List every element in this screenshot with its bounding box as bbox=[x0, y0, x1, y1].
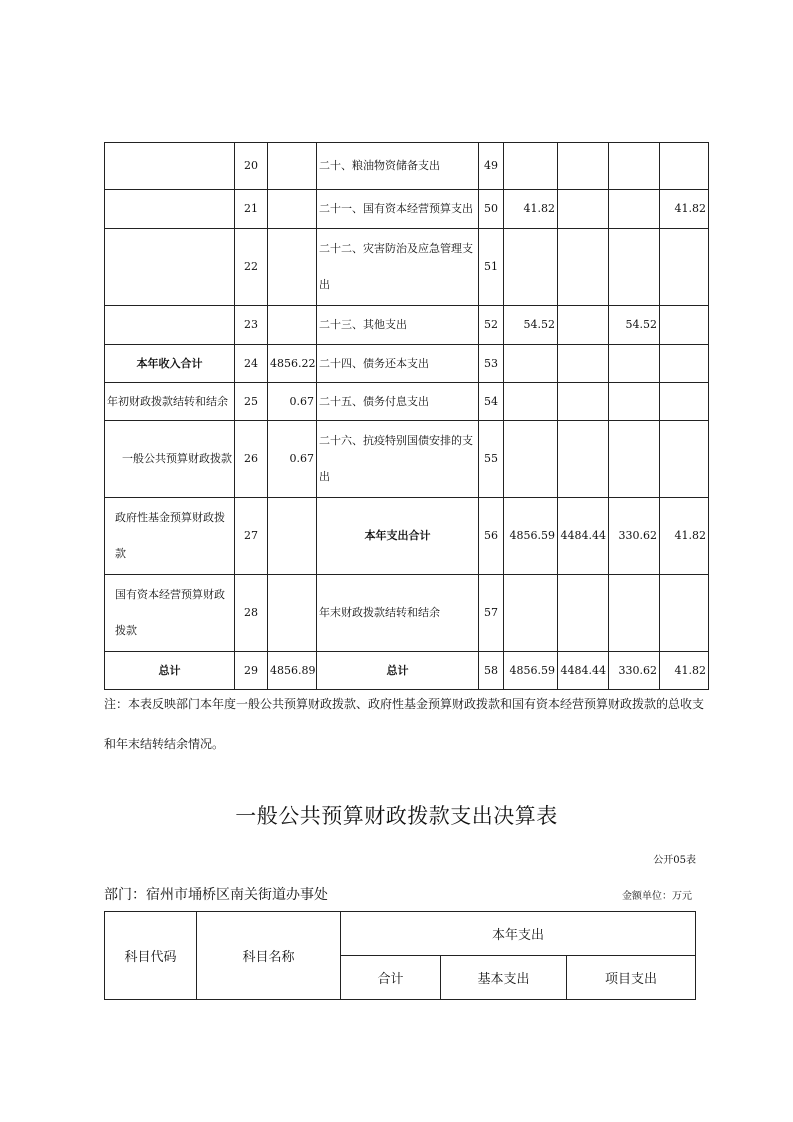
fund-budget-amount: 330.62 bbox=[609, 652, 660, 690]
state-capital-amount bbox=[660, 383, 709, 421]
expenditure-line-no: 51 bbox=[479, 229, 504, 306]
state-capital-amount bbox=[660, 421, 709, 498]
expenditure-item: 二十、粮油物资储备支出 bbox=[317, 143, 479, 190]
general-budget-amount bbox=[558, 345, 609, 383]
line-no: 27 bbox=[235, 498, 268, 575]
expenditure-line-no: 52 bbox=[479, 306, 504, 345]
income-amount bbox=[268, 306, 317, 345]
income-item: 国有资本经营预算财政拨款 bbox=[105, 575, 235, 652]
income-item bbox=[105, 229, 235, 306]
table-row bbox=[105, 575, 709, 652]
income-item: 政府性基金预算财政拨款 bbox=[105, 498, 235, 575]
state-capital-amount bbox=[660, 229, 709, 306]
income-amount: 0.67 bbox=[268, 421, 317, 498]
expenditure-item: 二十四、债务还本支出 bbox=[317, 345, 479, 383]
general-budget-amount: 4484.44 bbox=[558, 652, 609, 690]
expenditure-item: 二十二、灾害防治及应急管理支出 bbox=[317, 229, 479, 306]
expenditure-line-no: 54 bbox=[479, 383, 504, 421]
total-amount: 4856.59 bbox=[504, 498, 558, 575]
header-project-expenditure: 项目支出 bbox=[567, 956, 696, 1000]
fund-budget-amount bbox=[609, 575, 660, 652]
expenditure-line-no: 55 bbox=[479, 421, 504, 498]
header-total: 合计 bbox=[341, 956, 441, 1000]
expenditure-item: 总计 bbox=[317, 652, 479, 690]
page-title: 一般公共预算财政拨款支出决算表 bbox=[235, 804, 558, 828]
income-amount bbox=[268, 143, 317, 190]
header-subject-code: 科目代码 bbox=[105, 912, 197, 1000]
state-capital-amount bbox=[660, 575, 709, 652]
expenditure-item: 二十六、抗疫特别国债安排的支出 bbox=[317, 421, 479, 498]
expenditure-line-no: 49 bbox=[479, 143, 504, 190]
expenditure-line-no: 56 bbox=[479, 498, 504, 575]
fund-budget-amount bbox=[609, 383, 660, 421]
income-amount: 4856.89 bbox=[268, 652, 317, 690]
general-budget-amount bbox=[558, 306, 609, 345]
expenditure-line-no: 50 bbox=[479, 190, 504, 229]
fund-budget-amount bbox=[609, 143, 660, 190]
expenditure-item: 本年支出合计 bbox=[317, 498, 479, 575]
line-no: 24 bbox=[235, 345, 268, 383]
total-amount: 4856.59 bbox=[504, 652, 558, 690]
line-no: 22 bbox=[235, 229, 268, 306]
header-subject-name: 科目名称 bbox=[197, 912, 341, 1000]
total-amount bbox=[504, 575, 558, 652]
state-capital-amount: 41.82 bbox=[660, 190, 709, 229]
general-budget-amount bbox=[558, 229, 609, 306]
income-amount bbox=[268, 575, 317, 652]
state-capital-amount bbox=[660, 306, 709, 345]
income-item bbox=[105, 190, 235, 229]
total-amount bbox=[504, 345, 558, 383]
general-budget-amount bbox=[558, 190, 609, 229]
line-no: 21 bbox=[235, 190, 268, 229]
line-no: 23 bbox=[235, 306, 268, 345]
general-budget-amount bbox=[558, 421, 609, 498]
fund-budget-amount: 330.62 bbox=[609, 498, 660, 575]
income-amount: 0.67 bbox=[268, 383, 317, 421]
line-no: 20 bbox=[235, 143, 268, 190]
table-row bbox=[105, 383, 709, 421]
general-budget-amount: 4484.44 bbox=[558, 498, 609, 575]
fund-budget-amount: 54.52 bbox=[609, 306, 660, 345]
income-amount bbox=[268, 190, 317, 229]
general-budget-amount bbox=[558, 383, 609, 421]
state-capital-amount bbox=[660, 345, 709, 383]
fund-budget-amount bbox=[609, 421, 660, 498]
line-no: 29 bbox=[235, 652, 268, 690]
income-amount: 4856.22 bbox=[268, 345, 317, 383]
total-amount: 41.82 bbox=[504, 190, 558, 229]
expenditure-line-no: 58 bbox=[479, 652, 504, 690]
expenditure-line-no: 53 bbox=[479, 345, 504, 383]
line-no: 26 bbox=[235, 421, 268, 498]
table-note: 注：本表反映部门本年度一般公共预算财政拨款、政府性基金预算财政拨款和国有资本经营预算财政拨款的总收支和年末结转结余情况。 bbox=[104, 697, 705, 751]
table-row bbox=[105, 421, 709, 498]
expenditure-line-no: 57 bbox=[479, 575, 504, 652]
total-amount bbox=[504, 229, 558, 306]
line-no: 28 bbox=[235, 575, 268, 652]
table-row bbox=[105, 498, 709, 575]
income-item: 年初财政拨款结转和结余 bbox=[105, 383, 235, 421]
state-capital-amount: 41.82 bbox=[660, 498, 709, 575]
total-amount bbox=[504, 421, 558, 498]
fund-budget-amount bbox=[609, 190, 660, 229]
table-row bbox=[105, 345, 709, 383]
expenditure-item: 年末财政拨款结转和结余 bbox=[317, 575, 479, 652]
income-item: 本年收入合计 bbox=[105, 345, 235, 383]
amount-unit-label: 金额单位：万元 bbox=[622, 891, 692, 902]
income-item: 总计 bbox=[105, 652, 235, 690]
table-row bbox=[105, 190, 709, 229]
expenditure-item: 二十三、其他支出 bbox=[317, 306, 479, 345]
total-amount: 54.52 bbox=[504, 306, 558, 345]
total-amount bbox=[504, 143, 558, 190]
department-label: 部门：宿州市埇桥区南关街道办事处 bbox=[104, 887, 328, 903]
state-capital-amount: 41.82 bbox=[660, 652, 709, 690]
income-amount bbox=[268, 498, 317, 575]
expenditure-header-table bbox=[104, 911, 696, 1000]
income-item bbox=[105, 143, 235, 190]
fiscal-summary-table bbox=[104, 142, 709, 690]
fund-budget-amount bbox=[609, 229, 660, 306]
form-number: 公开05表 bbox=[653, 855, 696, 866]
table-row bbox=[105, 143, 709, 190]
total-amount bbox=[504, 383, 558, 421]
expenditure-item: 二十五、债务付息支出 bbox=[317, 383, 479, 421]
header-this-year-expenditure: 本年支出 bbox=[341, 912, 696, 956]
line-no: 25 bbox=[235, 383, 268, 421]
header-basic-expenditure: 基本支出 bbox=[441, 956, 567, 1000]
state-capital-amount bbox=[660, 143, 709, 190]
table-row bbox=[105, 306, 709, 345]
general-budget-amount bbox=[558, 143, 609, 190]
expenditure-item: 二十一、国有资本经营预算支出 bbox=[317, 190, 479, 229]
income-item: 一般公共预算财政拨款 bbox=[105, 421, 235, 498]
general-budget-amount bbox=[558, 575, 609, 652]
table-row bbox=[105, 229, 709, 306]
income-item bbox=[105, 306, 235, 345]
fund-budget-amount bbox=[609, 345, 660, 383]
income-amount bbox=[268, 229, 317, 306]
